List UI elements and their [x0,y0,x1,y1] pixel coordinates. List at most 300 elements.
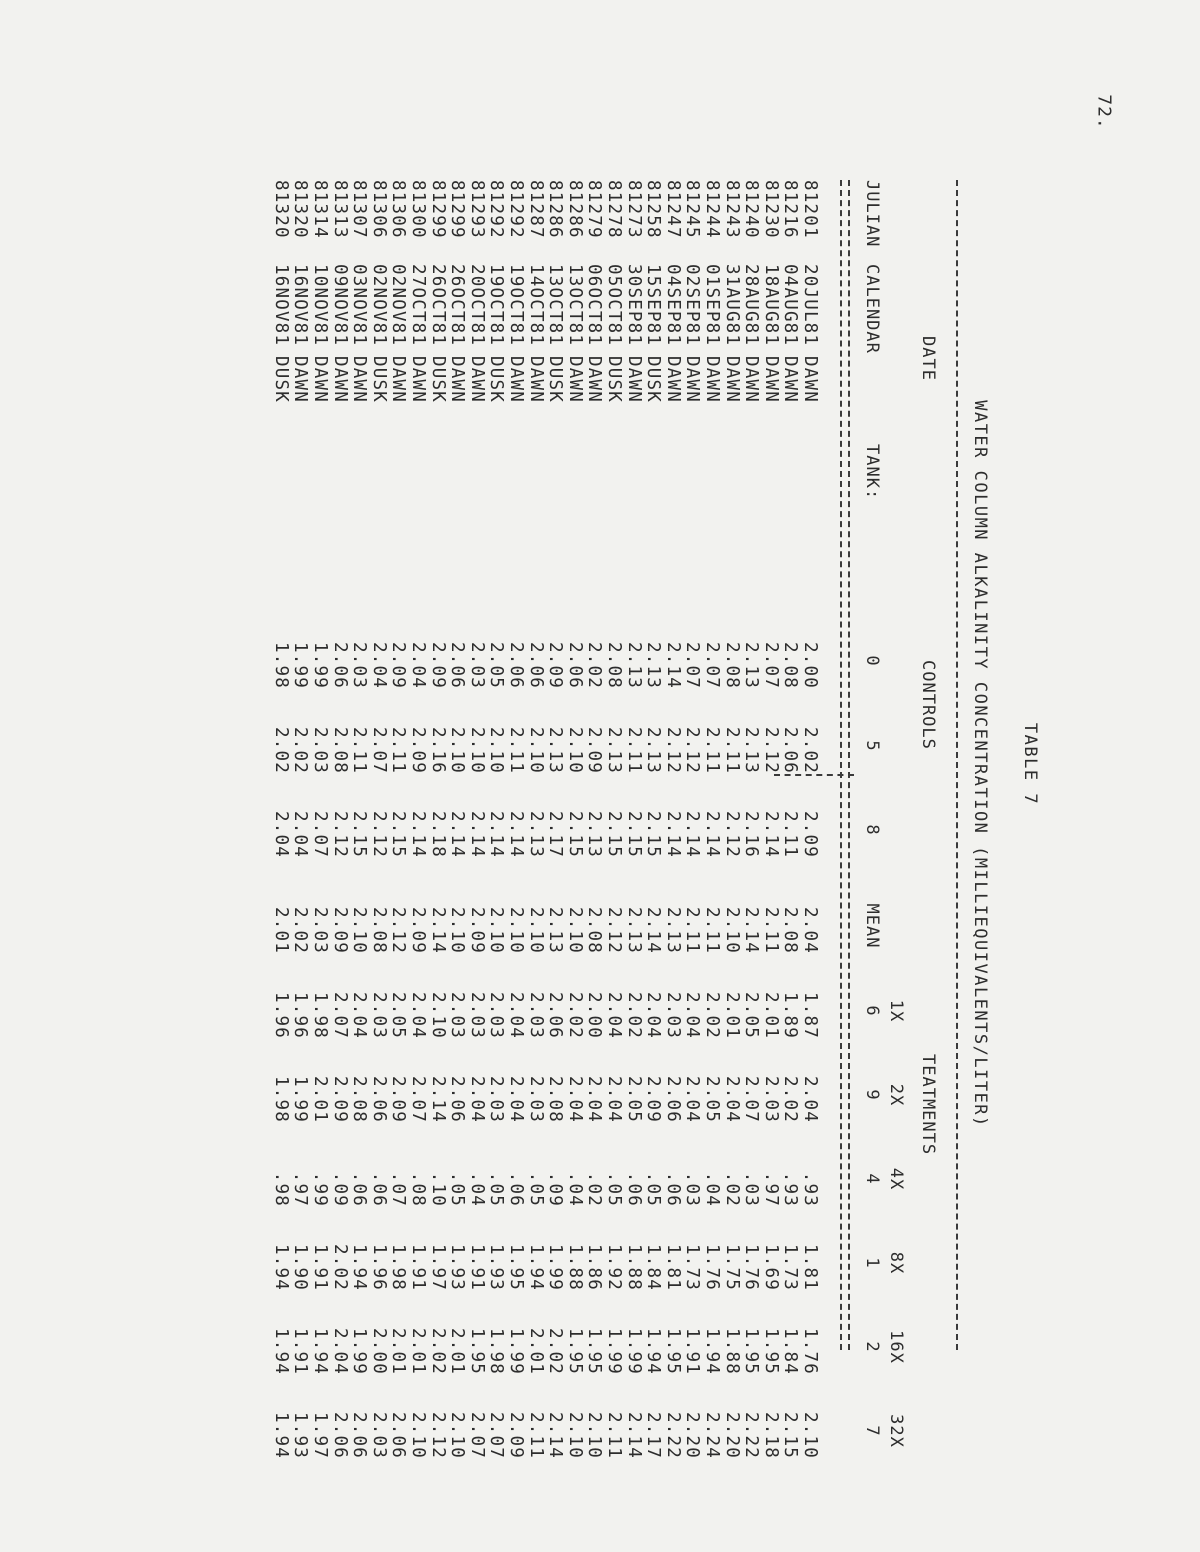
mean-value-cell: 2.09 [329,907,350,954]
control-value-cell: 2.14 [506,811,526,858]
calendar-date-cell: 04SEP81 [662,264,683,347]
time-of-day-cell: DAWN [408,356,428,403]
treatment-value-cell: 2.02 [780,1076,801,1123]
treatment-value-cell: 2.15 [780,1412,801,1459]
calendar-date-cell: 13OCT81 [545,264,566,347]
control-value-cell: 2.10 [447,727,468,774]
treatment-value-cell: 2.05 [741,992,762,1039]
control-value-cell: 2.04 [290,811,311,858]
time-of-day-cell: DAWN [721,356,742,403]
treatment-value-cell: 2.03 [466,992,487,1039]
treatment-value-cell: .03 [682,1171,703,1207]
treatment-value-cell: 1.94 [525,1244,546,1291]
time-of-day-cell: DAWN [662,356,683,403]
control-value-cell: 2.12 [760,727,781,774]
julian-date-cell: 81230 [760,180,781,239]
treatment-dose-header: 2X [886,1083,906,1107]
julian-date-cell: 81201 [800,180,820,239]
treatment-value-cell: 2.03 [447,992,468,1039]
mean-value-cell: 2.12 [388,907,409,954]
treatment-value-cell: 1.73 [780,1244,801,1291]
control-value-cell: 2.07 [702,642,722,689]
time-of-day-cell: DAWN [584,356,605,403]
treatment-dose-header: 1X [886,999,906,1023]
time-of-day-cell: DAWN [310,356,330,403]
treatment-value-cell: 2.09 [643,1076,664,1123]
treatment-value-cell: 2.22 [662,1412,683,1459]
treatment-tank-number: 4 [862,1173,882,1185]
mean-value-cell: 2.11 [760,907,781,954]
mean-value-cell: 2.09 [466,907,487,954]
mean-value-cell: 2.10 [349,907,370,954]
treatment-value-cell: 2.01 [408,1328,428,1375]
control-value-cell: 2.11 [506,727,526,774]
treatment-value-cell: .04 [466,1171,487,1207]
treatment-value-cell: 2.04 [408,992,428,1039]
treatment-value-cell: 2.04 [506,1076,526,1123]
time-of-day-cell: DAWN [760,356,781,403]
julian-date-cell: 81306 [368,180,389,239]
calendar-date-cell: 06OCT81 [584,264,605,347]
control-value-cell: 2.13 [741,727,762,774]
treatment-value-cell: .05 [604,1171,624,1207]
control-value-cell: 2.16 [741,811,762,858]
julian-date-cell: 81245 [682,180,703,239]
control-value-cell: 2.15 [349,811,370,858]
treatment-value-cell: 1.95 [506,1244,526,1291]
calendar-date-cell: 02SEP81 [682,264,703,347]
control-value-cell: 2.13 [604,727,624,774]
treatment-value-cell: 2.04 [329,1328,350,1375]
control-value-cell: 2.05 [486,642,507,689]
treatment-value-cell: 2.03 [486,1076,507,1123]
treatment-value-cell: 1.96 [270,992,291,1039]
control-value-cell: 2.12 [721,811,742,858]
treatment-value-cell: 1.91 [408,1244,428,1291]
treatment-value-cell: .07 [388,1171,409,1207]
treatment-value-cell: .05 [643,1171,664,1207]
julian-date-cell: 81320 [270,180,291,239]
control-value-cell: 1.99 [290,642,311,689]
treatment-value-cell: 1.94 [270,1412,291,1459]
calendar-date-cell: 10NOV81 [310,264,330,347]
treatment-value-cell: 1.91 [310,1244,330,1291]
treatment-value-cell: 2.06 [447,1076,468,1123]
treatment-value-cell: 1.76 [741,1244,762,1291]
control-value-cell: 2.14 [486,811,507,858]
control-value-cell: 2.15 [623,811,644,858]
treatment-value-cell: 2.09 [329,1076,350,1123]
treatment-value-cell: 1.89 [780,992,801,1039]
control-value-cell: 2.12 [662,727,683,774]
treatment-value-cell: 2.07 [408,1076,428,1123]
control-value-cell: 2.06 [525,642,546,689]
control-value-cell: 2.14 [682,811,703,858]
treatment-value-cell: 2.02 [702,992,722,1039]
time-of-day-cell: DUSK [486,356,507,403]
treatment-value-cell: 1.96 [368,1244,389,1291]
treatment-value-cell: 2.01 [721,992,742,1039]
treatment-value-cell: 2.01 [525,1328,546,1375]
treatment-value-cell: 1.69 [760,1244,781,1291]
control-value-cell: 2.07 [368,727,389,774]
treatment-value-cell: 1.94 [643,1328,664,1375]
control-value-cell: 2.08 [721,642,742,689]
treatment-value-cell: 2.04 [564,1076,585,1123]
time-of-day-cell: DAWN [388,356,409,403]
treatment-value-cell: 2.02 [545,1328,566,1375]
treatment-value-cell: 2.04 [721,1076,742,1123]
treatment-value-cell: 2.08 [545,1076,566,1123]
mean-value-cell: 2.01 [270,907,291,954]
julian-date-cell: 81292 [486,180,507,239]
treatment-tank-number: 7 [862,1425,882,1437]
treatment-value-cell: .93 [800,1171,820,1207]
control-value-cell: 2.11 [702,727,722,774]
calendar-date-cell: 19OCT81 [486,264,507,347]
treatment-value-cell: 1.98 [270,1076,291,1123]
treatment-value-cell: 2.24 [702,1412,722,1459]
calendar-date-cell: 05OCT81 [604,264,624,347]
treatment-value-cell: 1.84 [780,1328,801,1375]
time-of-day-cell: DAWN [682,356,703,403]
treatment-value-cell: .05 [525,1171,546,1207]
control-tank-number: 8 [862,824,882,836]
treatment-value-cell: 2.05 [623,1076,644,1123]
mean-value-cell: 2.08 [368,907,389,954]
treatment-value-cell: 1.91 [682,1328,703,1375]
treatment-value-cell: 2.03 [525,992,546,1039]
treatment-tank-number: 9 [862,1089,882,1101]
control-value-cell: 2.00 [800,642,820,689]
treatment-value-cell: 2.06 [662,1076,683,1123]
treatment-value-cell: 2.02 [329,1244,350,1291]
treatment-value-cell: 2.10 [800,1412,820,1459]
treatment-value-cell: 2.04 [682,992,703,1039]
treatment-value-cell: 2.10 [564,1412,585,1459]
treatment-value-cell: .04 [564,1171,585,1207]
treatment-value-cell: 2.22 [741,1412,762,1459]
treatment-value-cell: .02 [584,1171,605,1207]
time-of-day-cell: DAWN [564,356,585,403]
calendar-date-cell: 09NOV81 [329,264,350,347]
treatment-value-cell: 1.95 [584,1328,605,1375]
julian-date-cell: 81313 [329,180,350,239]
calendar-date-cell: 04AUG81 [780,264,801,347]
time-of-day-cell: DAWN [506,356,526,403]
time-of-day-cell: DAWN [466,356,487,403]
control-value-cell: 2.15 [643,811,664,858]
julian-date-cell: 81216 [780,180,801,239]
treatment-value-cell: 2.06 [368,1076,389,1123]
time-of-day-cell: DUSK [643,356,664,403]
julian-date-cell: 81299 [447,180,468,239]
mean-value-cell: 2.14 [643,907,664,954]
treatment-value-cell: 2.04 [604,1076,624,1123]
calendar-date-cell: 15SEP81 [643,264,664,347]
mean-header: MEAN [862,903,882,949]
time-of-day-cell: DAWN [525,356,546,403]
treatment-value-cell: 1.76 [800,1328,820,1375]
treatment-tank-number: 2 [862,1341,882,1353]
control-value-cell: 2.09 [427,642,448,689]
control-value-cell: 2.03 [466,642,487,689]
treatment-value-cell: .08 [408,1171,428,1207]
treatment-value-cell: 2.07 [466,1412,487,1459]
time-of-day-cell: DUSK [545,356,566,403]
time-of-day-cell: DAWN [329,356,350,403]
treatment-value-cell: 2.04 [506,992,526,1039]
control-value-cell: 2.14 [702,811,722,858]
treatment-value-cell: .97 [760,1171,781,1207]
treatment-value-cell: 2.10 [447,1412,468,1459]
treatment-value-cell: .98 [270,1171,291,1207]
julian-date-cell: 81278 [604,180,624,239]
control-value-cell: 2.09 [584,727,605,774]
time-of-day-cell: DAWN [349,356,370,403]
control-value-cell: 2.11 [721,727,742,774]
treatment-value-cell: 1.91 [290,1328,311,1375]
time-of-day-cell: DAWN [447,356,468,403]
control-value-cell: 2.08 [329,727,350,774]
top-rule [956,180,958,1350]
control-value-cell: 1.99 [310,642,330,689]
header-rule-2 [840,180,842,1350]
treatment-value-cell: .06 [368,1171,389,1207]
treatment-value-cell: .99 [310,1171,330,1207]
treatment-value-cell: .93 [780,1171,801,1207]
treatment-value-cell: 1.99 [506,1328,526,1375]
calendar-date-cell: 03NOV81 [349,264,370,347]
control-value-cell: 2.15 [564,811,585,858]
treatment-value-cell: 1.75 [721,1244,742,1291]
treatment-value-cell: .10 [427,1171,448,1207]
treatment-value-cell: 1.99 [349,1328,370,1375]
treatment-value-cell: 2.03 [525,1076,546,1123]
treatment-value-cell: 2.01 [447,1328,468,1375]
mean-value-cell: 2.02 [290,907,311,954]
treatment-value-cell: .06 [506,1171,526,1207]
treatment-value-cell: 2.01 [760,992,781,1039]
control-value-cell: 2.02 [584,642,605,689]
treatment-value-cell: .02 [721,1171,742,1207]
calendar-date-cell: 02NOV81 [388,264,409,347]
mean-value-cell: 2.14 [741,907,762,954]
treatment-value-cell: 1.95 [741,1328,762,1375]
rotated-table-page [5,36,1150,1492]
treatment-value-cell: 2.00 [368,1328,389,1375]
control-value-cell: 2.12 [682,727,703,774]
julian-date-cell: 81306 [388,180,409,239]
control-value-cell: 2.14 [662,642,683,689]
treatment-value-cell: .03 [741,1171,762,1207]
julian-date-cell: 81286 [545,180,566,239]
control-value-cell: 2.07 [682,642,703,689]
control-value-cell: 2.12 [329,811,350,858]
control-value-cell: 2.11 [780,811,801,858]
treatment-value-cell: .97 [290,1171,311,1207]
time-of-day-cell: DUSK [270,356,291,403]
mean-value-cell: 2.11 [702,907,722,954]
control-value-cell: 2.13 [623,642,644,689]
treatment-value-cell: 2.04 [466,1076,487,1123]
calendar-date-cell: 14OCT81 [525,264,546,347]
calendar-header: CALENDAR [862,264,882,354]
treatment-dose-header: 32X [886,1414,906,1448]
control-value-cell: 2.14 [466,811,487,858]
control-value-cell: 2.07 [310,811,330,858]
calendar-date-cell: 13OCT81 [564,264,585,347]
julian-date-cell: 81247 [662,180,683,239]
treatment-value-cell: 1.99 [623,1328,644,1375]
mean-value-cell: 2.08 [584,907,605,954]
control-value-cell: 2.07 [760,642,781,689]
mean-value-cell: 2.10 [525,907,546,954]
treatment-value-cell: 1.81 [800,1244,820,1291]
table-label: TABLE 7 [1020,722,1040,806]
controls-group-header: CONTROLS [918,660,938,750]
treatment-tank-number: 6 [862,1005,882,1017]
treatment-value-cell: .06 [349,1171,370,1207]
mean-value-cell: 2.04 [800,907,820,954]
control-value-cell: 2.08 [780,642,801,689]
treatment-value-cell: 1.97 [427,1244,448,1291]
control-value-cell: 2.13 [525,811,546,858]
treatment-value-cell: 2.18 [760,1412,781,1459]
control-value-cell: 2.13 [545,727,566,774]
treatment-value-cell: 2.03 [368,1412,389,1459]
julian-header: JULIAN [862,180,882,248]
treatment-value-cell: 2.06 [545,992,566,1039]
treatment-value-cell: 2.11 [525,1412,546,1459]
control-value-cell: 2.10 [525,727,546,774]
julian-date-cell: 81240 [741,180,762,239]
control-value-cell: 2.04 [408,642,428,689]
treatment-value-cell: 1.73 [682,1244,703,1291]
treatment-value-cell: 2.10 [408,1412,428,1459]
calendar-date-cell: 30SEP81 [623,264,644,347]
treatment-value-cell: 2.01 [310,1076,330,1123]
treatment-value-cell: 1.94 [349,1244,370,1291]
treatment-value-cell: 2.14 [545,1412,566,1459]
treatment-value-cell: 1.94 [310,1328,330,1375]
treatment-value-cell: 2.04 [682,1076,703,1123]
calendar-date-cell: 16NOV81 [290,264,311,347]
control-value-cell: 2.10 [564,727,585,774]
control-value-cell: 2.15 [604,811,624,858]
treatment-value-cell: 2.00 [584,992,605,1039]
treatment-value-cell: 1.87 [800,992,820,1039]
julian-date-cell: 81258 [643,180,664,239]
time-of-day-cell: DAWN [800,356,820,403]
control-value-cell: 2.10 [466,727,487,774]
treatment-value-cell: .05 [447,1171,468,1207]
treatment-value-cell: .04 [702,1171,722,1207]
control-value-cell: 2.04 [270,811,291,858]
treatment-value-cell: 1.98 [310,992,330,1039]
julian-date-cell: 81286 [564,180,585,239]
control-value-cell: 2.11 [349,727,370,774]
treatment-value-cell: 2.01 [388,1328,409,1375]
julian-date-cell: 81243 [721,180,742,239]
julian-date-cell: 81314 [310,180,330,239]
control-value-cell: 2.09 [408,727,428,774]
treatment-value-cell: 1.93 [486,1244,507,1291]
treatment-value-cell: 1.93 [290,1412,311,1459]
time-of-day-cell: DUSK [427,356,448,403]
treatment-value-cell: 1.91 [466,1244,487,1291]
treatment-value-cell: 2.05 [388,992,409,1039]
treatment-value-cell: 1.94 [270,1244,291,1291]
treatment-value-cell: 2.12 [427,1412,448,1459]
control-value-cell: 2.06 [506,642,526,689]
mean-value-cell: 2.10 [721,907,742,954]
treatment-value-cell: 2.09 [388,1076,409,1123]
control-value-cell: 2.02 [270,727,291,774]
julian-date-cell: 81287 [525,180,546,239]
treatment-value-cell: 2.03 [486,992,507,1039]
mean-value-cell: 2.09 [408,907,428,954]
control-value-cell: 2.09 [388,642,409,689]
treatment-value-cell: 2.02 [427,1328,448,1375]
treatment-value-cell: 2.11 [604,1412,624,1459]
mean-value-cell: 2.13 [545,907,566,954]
calendar-date-cell: 18AUG81 [760,264,781,347]
treatment-value-cell: 1.90 [290,1244,311,1291]
control-value-cell: 2.11 [388,727,409,774]
control-value-cell: 2.08 [604,642,624,689]
julian-date-cell: 81279 [584,180,605,239]
treatment-value-cell: 1.99 [290,1076,311,1123]
control-value-cell: 2.02 [800,727,820,774]
julian-date-cell: 81320 [290,180,311,239]
calendar-date-cell: 02NOV81 [368,264,389,347]
header-rule [848,180,850,1350]
table-title: WATER COLUMN ALKALINITY CONCENTRATION (MILLIEQUIVALENTS/LITER) [970,400,990,1128]
control-value-cell: 2.14 [447,811,468,858]
treatment-value-cell: 2.10 [427,992,448,1039]
treatment-value-cell: 2.06 [388,1412,409,1459]
julian-date-cell: 81292 [506,180,526,239]
treatment-value-cell: 2.04 [604,992,624,1039]
time-of-day-cell: DAWN [741,356,762,403]
page-number: 72. [1093,94,1115,130]
time-of-day-cell: DAWN [623,356,644,403]
treatment-value-cell: 2.04 [584,1076,605,1123]
time-of-day-cell: DAWN [290,356,311,403]
control-value-cell: 2.17 [545,811,566,858]
control-value-cell: 2.06 [447,642,468,689]
treatment-value-cell: 1.95 [662,1328,683,1375]
treatment-value-cell: 1.86 [584,1244,605,1291]
calendar-date-cell: 01SEP81 [702,264,722,347]
treatment-value-cell: 1.88 [623,1244,644,1291]
mean-value-cell: 2.11 [682,907,703,954]
treatment-value-cell: 2.03 [368,992,389,1039]
treatment-value-cell: .05 [486,1171,507,1207]
calendar-date-cell: 26OCT81 [447,264,468,347]
treatment-value-cell: 1.98 [486,1328,507,1375]
date-group-header: DATE [918,336,938,381]
treatment-value-cell: 1.88 [564,1244,585,1291]
control-value-cell: 2.06 [329,642,350,689]
calendar-date-cell: 28AUG81 [741,264,762,347]
time-of-day-cell: DUSK [604,356,624,403]
treatment-value-cell: 1.76 [702,1244,722,1291]
control-value-cell: 2.12 [368,811,389,858]
control-value-cell: 2.15 [388,811,409,858]
treatment-value-cell: 2.05 [702,1076,722,1123]
